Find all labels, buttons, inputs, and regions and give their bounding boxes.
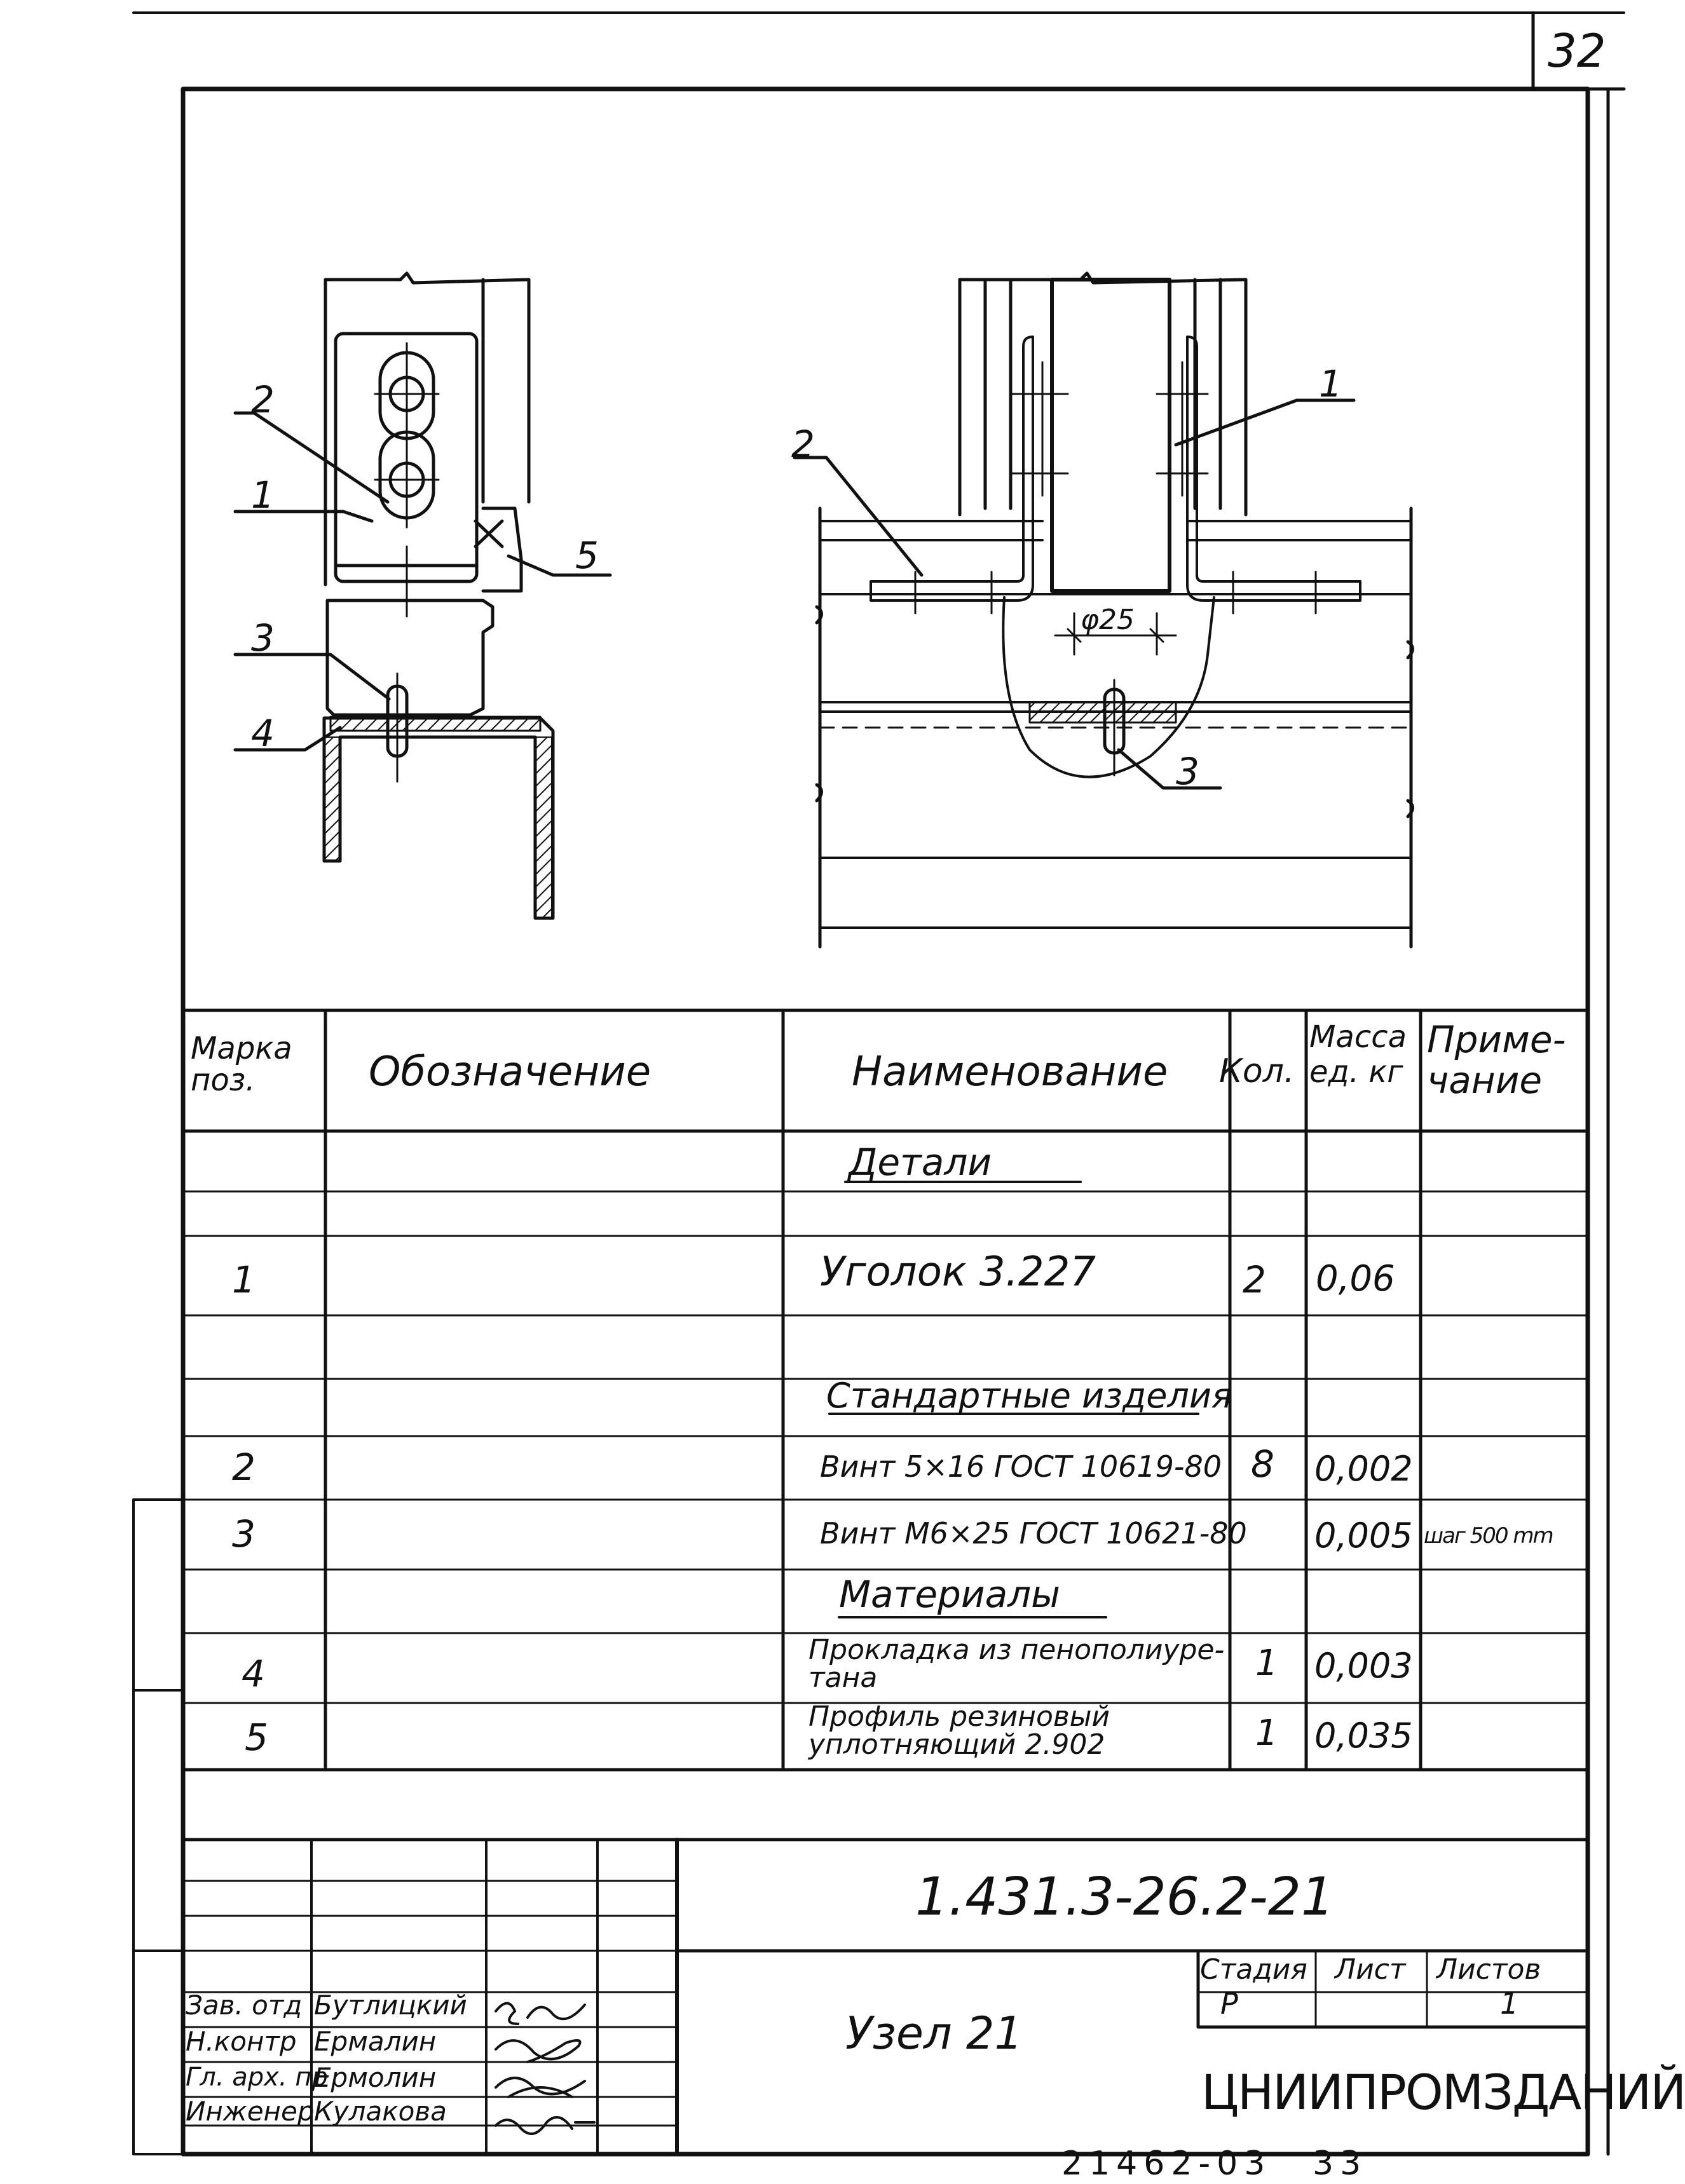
row-qty: 8 [1251, 1442, 1274, 1486]
row-name: Винт М6×25 ГОСТ 10621-80 [820, 1516, 1247, 1550]
header-mark: Марка поз. [191, 1031, 292, 1099]
organization-name: ЦНИИПРОМЗДАНИЙ [1201, 2064, 1685, 2120]
row-name: Профиль резиновый уплотняющий 2.902 [808, 1700, 1110, 1761]
signature-name: Бутлицкий [314, 1990, 467, 2021]
left-section-view [235, 273, 610, 918]
stage-value: Р [1220, 1986, 1238, 2021]
header-qty: Кол. [1219, 1052, 1295, 1090]
row-mass: 0,005 [1314, 1516, 1413, 1556]
row-mark: 5 [245, 1716, 268, 1759]
right-callout-1: 1 [1319, 362, 1342, 405]
sheets-value: 1 [1500, 1986, 1519, 2021]
left-callout-3: 3 [251, 616, 275, 660]
row-mass: 0,035 [1314, 1716, 1413, 1756]
row-qty: 2 [1243, 1258, 1266, 1301]
signature-role: Зав. отд [186, 1990, 303, 2021]
row-mark: 4 [242, 1652, 265, 1695]
header-note: Приме- чание [1427, 1018, 1566, 1102]
left-callout-2: 2 [251, 378, 275, 421]
header-designation: Обозначение [369, 1048, 651, 1095]
stage-label: Стадия [1200, 1953, 1307, 1986]
row-mark: 2 [232, 1446, 256, 1489]
signature-role: Гл. арх. пр [186, 2063, 328, 2092]
header-mass: Масса ед. кг [1309, 1019, 1407, 1090]
signature-name: Кулакова [314, 2096, 447, 2127]
signature-role: Инженер [186, 2096, 315, 2127]
row-mass: 0,003 [1314, 1646, 1413, 1686]
section-standard-items: Стандартные изделия [826, 1376, 1232, 1416]
signature-role: Н.контр [186, 2026, 297, 2057]
left-callout-1: 1 [251, 473, 275, 517]
right-callout-3: 3 [1176, 750, 1199, 793]
handwritten-signatures [489, 1992, 597, 2154]
row-name: Прокладка из пенополиуре- тана [808, 1634, 1225, 1694]
row-name: Винт 5×16 ГОСТ 10619-80 [820, 1449, 1222, 1484]
left-callout-4: 4 [251, 712, 275, 755]
row-qty: 1 [1255, 1643, 1278, 1684]
diameter-dimension: φ25 [1081, 604, 1135, 636]
sheet-label: Лист [1335, 1953, 1406, 1986]
row-note: шаг 500 mm [1424, 1523, 1553, 1549]
signature-name: Ермалин [314, 2026, 437, 2057]
section-details: Детали [849, 1141, 992, 1184]
signature-name: Ермолин [314, 2062, 437, 2093]
row-mark: 1 [232, 1258, 256, 1301]
row-mass: 0,002 [1314, 1449, 1413, 1489]
header-name: Наименование [852, 1048, 1168, 1095]
section-materials: Материалы [839, 1573, 1060, 1616]
row-name: Уголок 3.227 [820, 1249, 1096, 1296]
sheet-number: 32 [1548, 24, 1606, 78]
sheets-label: Листов [1436, 1953, 1541, 1986]
left-callout-5: 5 [575, 534, 599, 577]
row-qty: 1 [1255, 1713, 1278, 1754]
right-callout-2: 2 [791, 423, 815, 466]
row-mark: 3 [232, 1512, 256, 1556]
document-code: 1.431.3-26.2-21 [915, 1867, 1335, 1927]
footer-page-number: 33 [1313, 2145, 1368, 2183]
archive-number: 21462-03 [1061, 2145, 1272, 2183]
row-mass: 0,06 [1316, 1258, 1395, 1299]
drawing-title: Узел 21 [845, 2007, 1023, 2059]
